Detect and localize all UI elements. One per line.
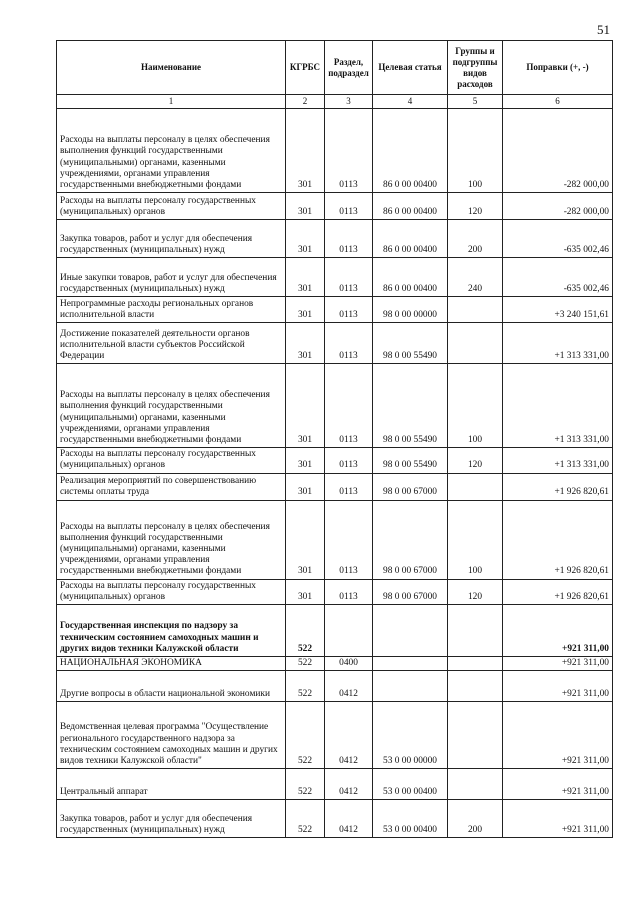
cell-razdel: 0412 [325,769,373,800]
table-row [57,702,613,769]
cell-tselevaya-statya: 98 0 00 55490 [373,364,448,448]
cell-kgrbs: 522 [286,657,325,671]
table-row [57,193,613,220]
table-row [57,579,613,604]
cell-kgrbs: 301 [286,364,325,448]
table-row [57,448,613,473]
cell-kgrbs: 522 [286,671,325,702]
cell-vid-raskhodov [448,605,503,657]
cell-vid-raskhodov [448,473,503,500]
cell-tselevaya-statya: 86 0 00 00400 [373,258,448,297]
cell-vid-raskhodov: 100 [448,500,503,579]
table-row [57,220,613,258]
cell-tselevaya-statya: 98 0 00 67000 [373,579,448,604]
cell-vid-raskhodov [448,671,503,702]
cell-razdel: 0113 [325,364,373,448]
cell-name: Государственная инспекция по надзору за техническим состоянием самоходных машин и других видов техники Калужской области [57,605,286,657]
table-row [57,297,613,323]
cell-popravki: +1 926 820,61 [503,579,613,604]
table-row [57,323,613,364]
cell-tselevaya-statya: 98 0 00 00000 [373,297,448,323]
cell-razdel: 0412 [325,800,373,838]
cell-popravki: +1 313 331,00 [503,448,613,473]
table-row [57,605,613,657]
header-vid-raskhodov: Группы и подгруппы видов расходов [448,41,503,95]
cell-kgrbs: 301 [286,193,325,220]
cell-vid-raskhodov [448,702,503,769]
table-body [57,109,613,838]
cell-vid-raskhodov: 120 [448,579,503,604]
cell-tselevaya-statya: 53 0 00 00400 [373,800,448,838]
cell-name: Иные закупки товаров, работ и услуг для обеспечения государственных (муниципальных) нужд [57,258,286,297]
cell-name: Непрограммные расходы региональных органов исполнительной власти [57,297,286,323]
cell-vid-raskhodov: 240 [448,258,503,297]
cell-razdel [325,605,373,657]
page-number: 51 [597,22,610,37]
cell-tselevaya-statya: 98 0 00 67000 [373,500,448,579]
column-number: 3 [325,95,373,109]
cell-popravki: +921 311,00 [503,702,613,769]
cell-vid-raskhodov: 100 [448,109,503,193]
column-number: 4 [373,95,448,109]
table-row [57,109,613,193]
cell-kgrbs: 301 [286,297,325,323]
cell-tselevaya-statya: 86 0 00 00400 [373,193,448,220]
cell-razdel: 0113 [325,109,373,193]
cell-popravki: -282 000,00 [503,109,613,193]
cell-kgrbs: 522 [286,800,325,838]
cell-razdel: 0412 [325,671,373,702]
cell-tselevaya-statya [373,657,448,671]
header-razdel: Раздел, подраздел [325,41,373,95]
cell-tselevaya-statya: 98 0 00 55490 [373,323,448,364]
cell-razdel: 0113 [325,500,373,579]
table-row [57,364,613,448]
cell-razdel: 0113 [325,473,373,500]
header-row [57,41,613,95]
header-popravki: Поправки (+, -) [503,41,613,95]
cell-vid-raskhodov: 200 [448,220,503,258]
cell-popravki: -635 002,46 [503,258,613,297]
table-row [57,258,613,297]
cell-vid-raskhodov: 120 [448,448,503,473]
cell-popravki: +921 311,00 [503,769,613,800]
cell-kgrbs: 301 [286,323,325,364]
cell-popravki: +921 311,00 [503,800,613,838]
cell-vid-raskhodov: 100 [448,364,503,448]
cell-kgrbs: 522 [286,769,325,800]
cell-popravki: +1 926 820,61 [503,500,613,579]
cell-popravki: +921 311,00 [503,671,613,702]
cell-vid-raskhodov: 200 [448,800,503,838]
cell-name: Центральный аппарат [57,769,286,800]
header-kgrbs: КГРБС [286,41,325,95]
cell-razdel: 0113 [325,579,373,604]
cell-kgrbs: 301 [286,579,325,604]
cell-kgrbs: 301 [286,109,325,193]
budget-amendments-table [56,40,613,838]
cell-name: Расходы на выплаты персоналу государственных (муниципальных) органов [57,579,286,604]
cell-vid-raskhodov [448,657,503,671]
cell-tselevaya-statya: 86 0 00 00400 [373,109,448,193]
cell-name: Расходы на выплаты персоналу в целях обеспечения выполнения функций государственными (муниципальными) органами, казенными учреждениями, органами управления государственными внебюджетными фондами [57,500,286,579]
cell-popravki: -282 000,00 [503,193,613,220]
cell-tselevaya-statya: 53 0 00 00000 [373,702,448,769]
cell-tselevaya-statya: 98 0 00 55490 [373,448,448,473]
cell-kgrbs: 301 [286,258,325,297]
cell-razdel: 0113 [325,220,373,258]
cell-vid-raskhodov: 120 [448,193,503,220]
table-row [57,800,613,838]
table-row [57,473,613,500]
table-row [57,671,613,702]
column-number: 5 [448,95,503,109]
cell-popravki: +921 311,00 [503,605,613,657]
cell-kgrbs: 522 [286,605,325,657]
cell-kgrbs: 301 [286,500,325,579]
cell-razdel: 0113 [325,448,373,473]
cell-popravki: -635 002,46 [503,220,613,258]
cell-razdel: 0412 [325,702,373,769]
cell-vid-raskhodov [448,297,503,323]
cell-popravki: +1 313 331,00 [503,364,613,448]
cell-tselevaya-statya [373,671,448,702]
cell-tselevaya-statya: 98 0 00 67000 [373,473,448,500]
cell-popravki: +3 240 151,61 [503,297,613,323]
cell-vid-raskhodov [448,769,503,800]
cell-tselevaya-statya: 86 0 00 00400 [373,220,448,258]
cell-popravki: +1 926 820,61 [503,473,613,500]
cell-name: Расходы на выплаты персоналу в целях обеспечения выполнения функций государственными (муниципальными) органами, казенными учреждениями, органами управления государственными внебюджетными фондами [57,364,286,448]
table-row [57,769,613,800]
cell-name: Расходы на выплаты персоналу государственных (муниципальных) органов [57,193,286,220]
column-number: 6 [503,95,613,109]
cell-razdel: 0113 [325,297,373,323]
cell-razdel: 0113 [325,193,373,220]
cell-name: Ведомственная целевая программа "Осуществление регионального государственного надзора за техническим состоянием самоходных машин и других видов техники Калужской области" [57,702,286,769]
cell-popravki: +1 313 331,00 [503,323,613,364]
cell-name: НАЦИОНАЛЬНАЯ ЭКОНОМИКА [57,657,286,671]
cell-name: Закупка товаров, работ и услуг для обеспечения государственных (муниципальных) нужд [57,220,286,258]
cell-razdel: 0113 [325,323,373,364]
cell-name: Расходы на выплаты персоналу в целях обеспечения выполнения функций государственными (муниципальными) органами, казенными учреждениями, органами управления государственными внебюджетными фондами [57,109,286,193]
cell-tselevaya-statya: 53 0 00 00400 [373,769,448,800]
cell-popravki: +921 311,00 [503,657,613,671]
column-number-row [57,95,613,109]
cell-kgrbs: 301 [286,473,325,500]
cell-name: Достижение показателей деятельности органов исполнительной власти субъектов Российской Федерации [57,323,286,364]
cell-name: Расходы на выплаты персоналу государственных (муниципальных) органов [57,448,286,473]
cell-kgrbs: 522 [286,702,325,769]
table-row [57,500,613,579]
header-name: Наименование [57,41,286,95]
cell-razdel: 0113 [325,258,373,297]
cell-name: Закупка товаров, работ и услуг для обеспечения государственных (муниципальных) нужд [57,800,286,838]
cell-name: Другие вопросы в области национальной экономики [57,671,286,702]
cell-razdel: 0400 [325,657,373,671]
cell-kgrbs: 301 [286,220,325,258]
header-tselevaya-statya: Целевая статья [373,41,448,95]
cell-kgrbs: 301 [286,448,325,473]
cell-tselevaya-statya [373,605,448,657]
column-number: 1 [57,95,286,109]
cell-name: Реализация мероприятий по совершенствованию системы оплаты труда [57,473,286,500]
table-row [57,657,613,671]
cell-vid-raskhodov [448,323,503,364]
column-number: 2 [286,95,325,109]
